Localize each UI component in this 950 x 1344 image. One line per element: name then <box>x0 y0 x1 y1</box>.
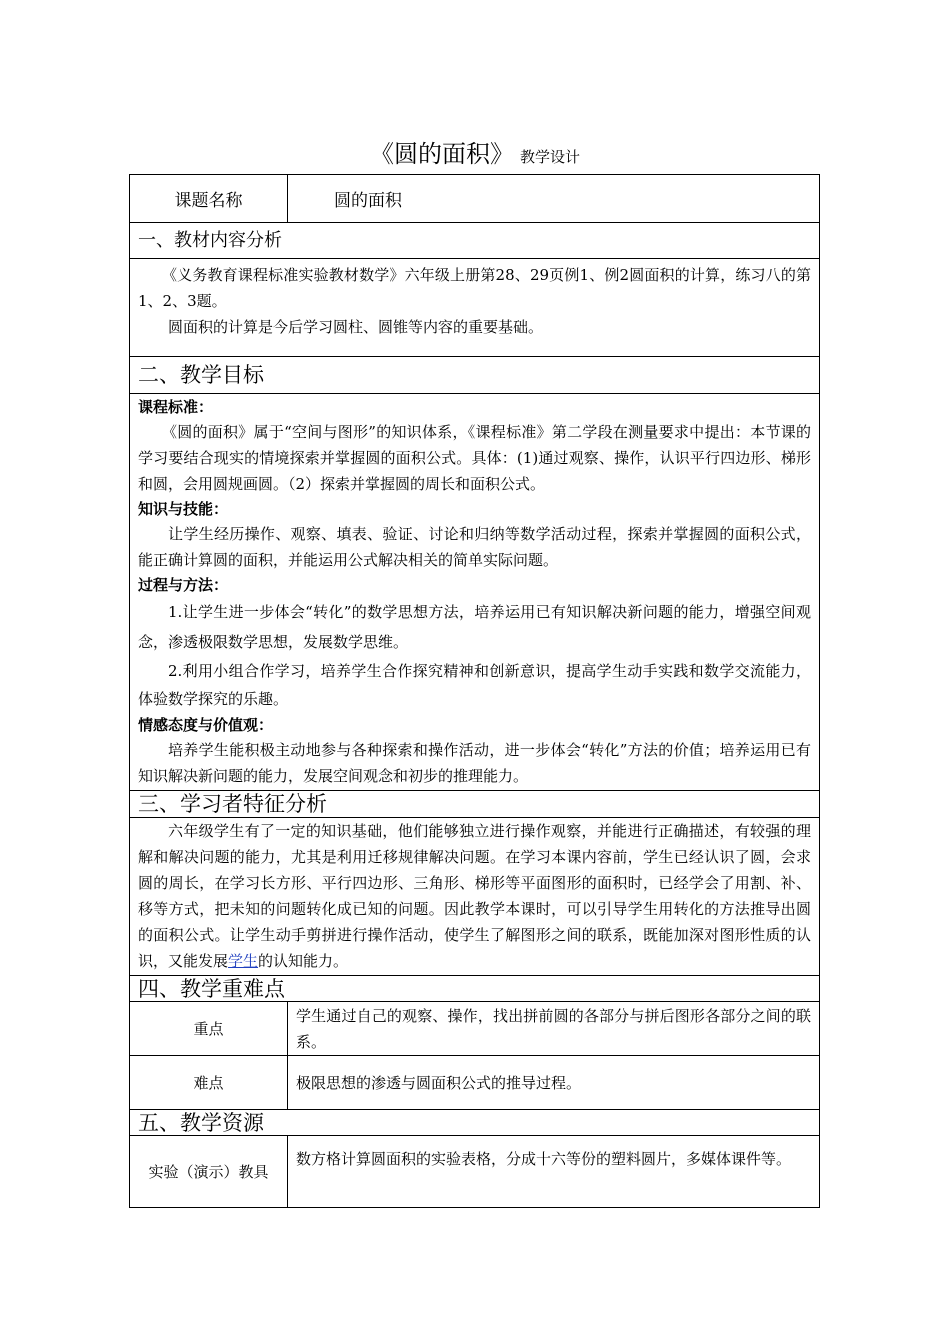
section-body-2 <box>130 394 820 791</box>
lesson-plan-table <box>129 174 820 1208</box>
learner-text-after: 的认知能力。 <box>258 952 349 970</box>
difficulty-label: 难点 <box>130 1056 288 1110</box>
students-link[interactable]: 学生 <box>228 952 259 970</box>
section-heading-5: 五、教学资源 <box>130 1110 820 1136</box>
skill-text: 让学生经历操作、观察、填表、验证、讨论和归纳等数学活动过程，探索并掌握圆的面积公式，能正确计算圆的面积，并能运用公式解决相关的简单实际问题。 <box>138 525 811 569</box>
method-label: 过程与方法： <box>138 576 229 594</box>
learner-text-before: 六年级学生有了一定的知识基础，他们能够独立进行操作观察，并能进行正确描述，有较强的理解和解决问题的能力，尤其是利用迁移规律解决问题。在学习本课内容前，学生已经认识了圆，会求圆的周长，在学习长方形、平行四边形、三角形、梯形等平面图形的面积时，已经学会了用割、补、移等方式，把未知的问题转化成已知的问题。因此教学本课时，可以引导学生用转化的方法推导出圆的面积公式。让学生动手剪拼进行操作活动，使学生了解图形之间的联系，既能加深对图形性质的认识，又能发展 <box>138 822 811 970</box>
material-paragraph-2: 圆面积的计算是今后学习圆柱、圆锥等内容的重要基础。 <box>168 318 544 336</box>
topic-label: 课题名称 <box>130 175 288 223</box>
title-main: 《圆的面积》 <box>369 140 514 168</box>
attitude-label: 情感态度与价值观： <box>138 716 274 734</box>
skill-label: 知识与技能： <box>138 500 229 518</box>
standard-text: 《圆的面积》属于“空间与图形”的知识体系，《课程标准》第二学段在测量要求中提出：本节课的学习要结合现实的情境探索并掌握圆的面积公式。具体：(1)通过观察、操作，认识平行四边形、梯形和圆，会用圆规画圆。（2）探索并掌握圆的周长和面积公式。 <box>138 423 811 493</box>
attitude-text: 培养学生能积极主动地参与各种探索和操作活动，进一步体会“转化”方法的价值；培养运用已有知识解决新问题的能力，发展空间观念和初步的推理能力。 <box>138 741 811 785</box>
key-point-content: 学生通过自己的观察、操作，找出拼前圆的各部分与拼后图形各部分之间的联系。 <box>296 1006 811 1051</box>
topic-value: 圆的面积 <box>288 175 820 223</box>
method-item-1: 1.让学生进一步体会“转化”的数学思想方法，培养运用已有知识解决新问题的能力，增强空间观念，渗透极限数学思想，发展数学思维。 <box>138 603 811 651</box>
learner-analysis-text <box>138 818 811 974</box>
section-heading-2: 二、教学目标 <box>130 357 820 394</box>
section-heading-3: 三、学习者特征分析 <box>130 791 820 818</box>
key-point-text <box>288 1002 820 1056</box>
document-title <box>0 134 950 169</box>
section-heading-4: 四、教学重难点 <box>130 976 820 1002</box>
section-body-3 <box>130 818 820 976</box>
key-point-label: 重点 <box>130 1002 288 1056</box>
material-paragraph-1: 《义务教育课程标准实验教材数学》六年级上册第28、29页例1、例2圆面积的计算，练习八的第1、2、3题。 <box>138 266 811 310</box>
section-heading-1: 一、教材内容分析 <box>130 223 820 259</box>
teaching-tools-label: 实验（演示）教具 <box>130 1136 288 1208</box>
teaching-tools-content: 数方格计算圆面积的实验表格，分成十六等份的塑料圆片，多媒体课件等。 <box>296 1150 792 1168</box>
title-sub: 教学设计 <box>519 148 580 166</box>
teaching-tools-text <box>288 1136 820 1208</box>
method-item-2: 2.利用小组合作学习，培养学生合作探究精神和创新意识，提高学生动手实践和数学交流能力，体验数学探究的乐趣。 <box>138 662 811 708</box>
topic-row <box>130 175 820 223</box>
standard-label: 课程标准： <box>138 398 214 416</box>
difficulty-text: 极限思想的渗透与圆面积公式的推导过程。 <box>288 1056 820 1110</box>
section-body-1 <box>130 259 820 357</box>
